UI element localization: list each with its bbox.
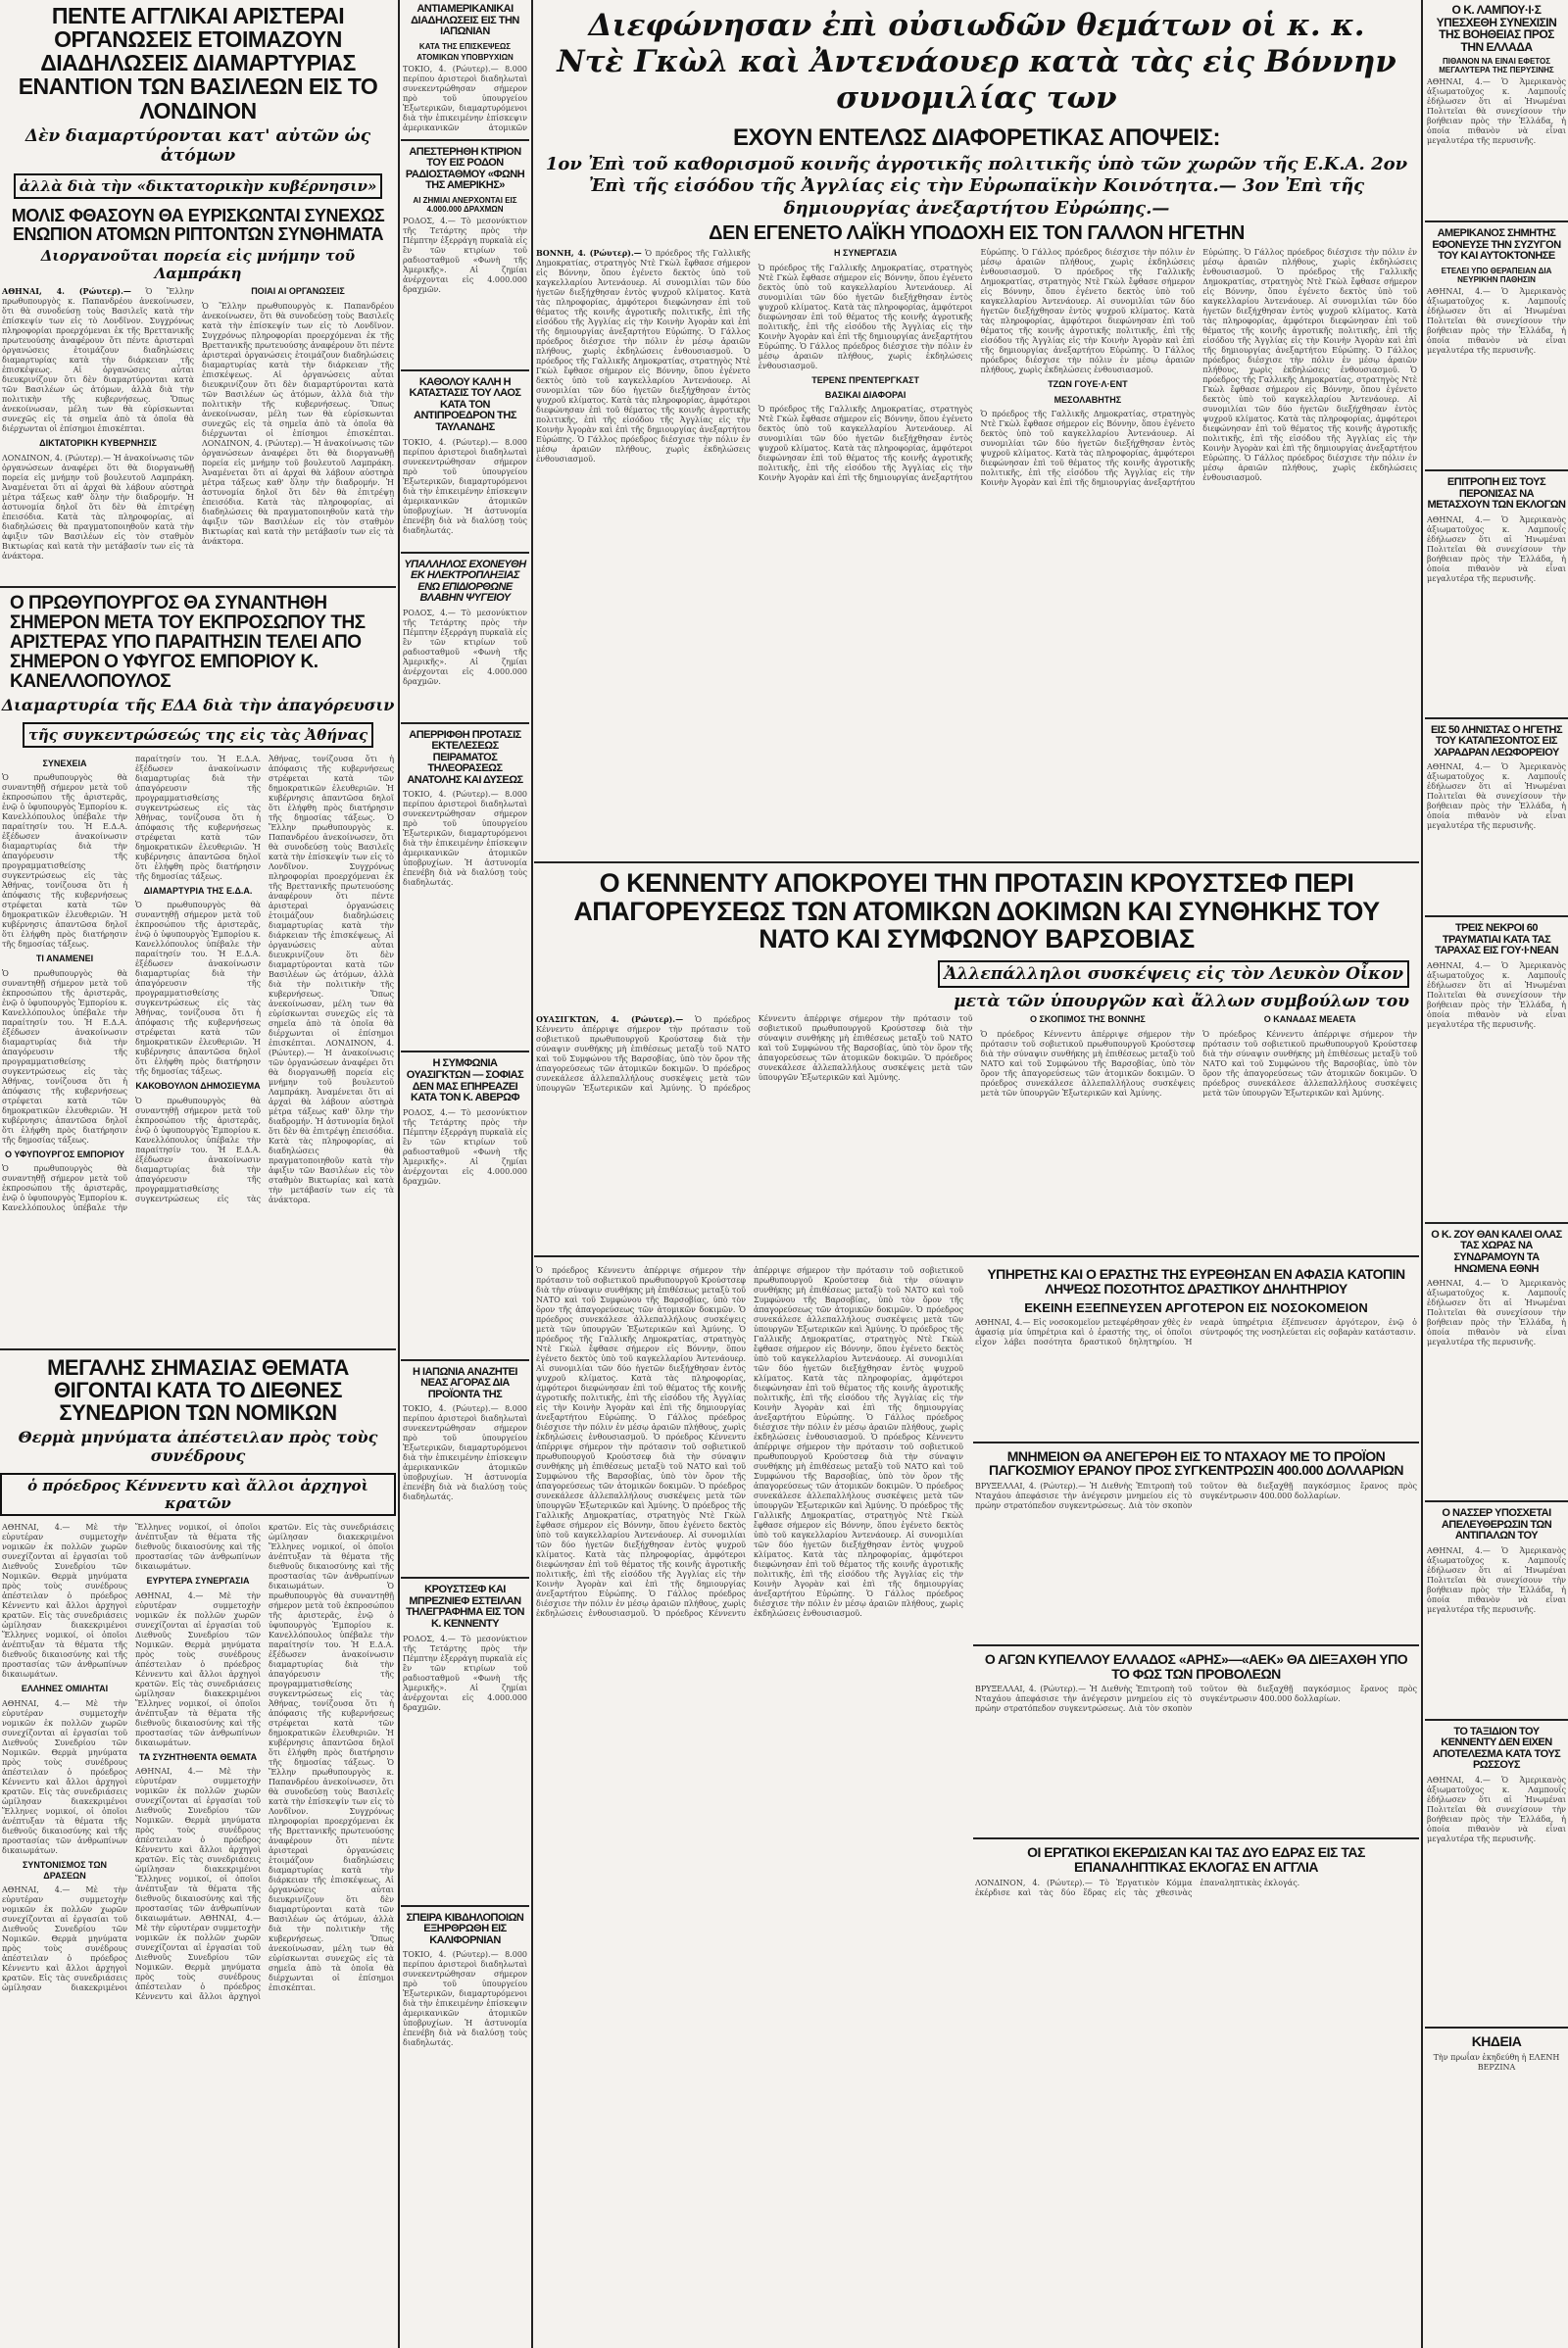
mid-left-headline: Ο ΠΡΩΘΥΠΟΥΡΓΟΣ ΘΑ ΣΥΝΑΝΤΗΘΗ ΣΗΜΕΡΟΝ ΜΕΤΑ ΤΟΥ ΕΚΠΡΟΣΩΠΟΥ ΤΗΣ ΑΡΙΣΤΕΡΑΣ ΥΠΟ ΠΑΡΑΙΤΗΣΙΝ ΤΕΛΕΙ ΑΠΟ ΣΗΜΕΡΟΝ Ο ΥΦΥΓΟΣ ΕΜΠΟΡΙΟΥ Κ. ΚΑΝΕΛΛΟΠΟΥΛΟΣ [10, 593, 366, 693]
bottom-left-article-body-2: ΑΘΗΝΑΙ, 4.— Μὲ τὴν εὐρυτέραν συμμετοχὴν νομικῶν ἐκ πολλῶν χωρῶν συνεχίζονται αἱ ἐργασίαι τοῦ Διεθνοῦς Συνεδρίου τῶν Νομικῶν. Θερμὰ μηνύματα πρὸς τοὺς συνέδρους ἀπέστειλαν ὁ πρόεδρος Κέννεντυ καὶ ἄλλοι ἀρχηγοὶ κρατῶν. Εἰς τὰς συνεδριάσεις ὡμίλησαν διακεκριμένοι Ἕλληνες νομικοί, οἱ ὁποῖοι ἀνέπτυξαν τὰ θέματα τῆς διεθνοῦς δικαιοσύνης καὶ τῆς προστασίας τῶν ἀνθρωπίνων δικαιωμάτων. [2, 1698, 127, 1855]
col3-article-9: ΤΟΚΙΟ, 4. (Ρώυτερ).— 8.000 περίπου ἀριστεροὶ διαδηλωταὶ συνεκεντρώθησαν σήμερον πρὸ τοῦ ὑπουργείου Ἐξωτερικῶν, διαμαρτυρόμενοι διὰ τὴν ἐπικειμένην ἐπίσκεψιν ἀμερικανικῶν ἀτομικῶν ὑποβρυχίων. Ἡ ἀστυνομία ἐπενέβη διὰ νὰ διαλύσῃ τοὺς διαδηλωτάς. [403, 1950, 527, 2048]
kennedy-article-body: Ὁ πρόεδρος Κέννεντυ ἀπέρριψε σήμερον τὴν πρότασιν τοῦ σοβιετικοῦ πρωθυπουργοῦ Κρούστσεφ διὰ τὴν σύναψιν συνθήκης μὴ ἐπιθέσεως μεταξὺ τοῦ ΝΑΤΟ καὶ τοῦ Συμφώνου τῆς Βαρσοβίας, ὑπὸ τὸν ὅρον τῆς ἀπαγορεύσεως τῶν ἀτομικῶν δοκιμῶν. Ὁ πρόεδρος συνεκάλεσε ἀλλεπαλλήλους συσκέψεις μετὰ τῶν ὑπουργῶν Ἐξωτερικῶν καὶ Ἀμύνης. [536, 1015, 751, 1094]
top-left-article-body-4: ΛΟΝΔΙΝΟΝ, 4. (Ρώυτερ).— Ἡ ἀνακοίνωσις τῶν ὀργανώσεων ἀναφέρει ὅτι θὰ διοργανωθῇ πορεία εἰς μνήμην τοῦ βουλευτοῦ Λαμπράκη. Ἀναμένεται ὅτι αἱ ἀρχαὶ θὰ λάβουν αὐστηρὰ μέτρα τάξεως καθ' ὅλην τὴν διαδρομήν. Ἡ ἀστυνομία δηλοῖ ὅτι δὲν θὰ ἐπιτρέψῃ ἐπεισόδια. Κατὰ τὰς πληροφορίας, αἱ διαδηλώσεις θὰ πραγματοποιηθοῦν κατὰ τὴν ἀφιξιν τῶν Βασιλέων εἰς τὸν σταθμὸν Βικτωρίας καὶ κατὰ τὴν μετάβασίν των εἰς τὰ ἀνάκτορα. [202, 438, 394, 546]
right-headline-7: Ο ΝΑΣΣΕΡ ΥΠΟΣΧΕΤΑΙ ΑΠΕΛΕΥΘΕΡΩΣΙΝ ΤΩΝ ΑΝΤΙΠΑΛΩΝ ΤΟΥ [1441, 1507, 1552, 1542]
column-rule [531, 0, 533, 2348]
divider [1425, 1222, 1568, 1224]
center-lower-body-5: Ὁ πρόεδρος Κέννεντυ ἀπέρριψε σήμερον τὴν πρότασιν τοῦ σοβιετικοῦ πρωθυπουργοῦ Κρούστσεφ διὰ τὴν σύναψιν συνθήκης μὴ ἐπιθέσεως μεταξὺ τοῦ ΝΑΤΟ καὶ τοῦ Συμφώνου τῆς Βαρσοβίας, ὑπὸ τὸν ὅρον τῆς ἀπαγορεύσεως τῶν ἀτομικῶν δοκιμῶν. Ὁ πρόεδρος συνεκάλεσε ἀλλεπαλλήλους συσκέψεις μετὰ τῶν ὑπουργῶν Ἐξωτερικῶν καὶ Ἀμύνης. [653, 1266, 963, 1619]
mid-left-article-body-7: ΛΟΝΔΙΝΟΝ, 4. (Ρώυτερ).— Ἡ ἀνακοίνωσις τῶν ὀργανώσεων ἀναφέρει ὅτι θὰ διοργανωθῇ πορεία εἰς μνήμην τοῦ βουλευτοῦ Λαμπράκη. Ἀναμένεται ὅτι αἱ ἀρχαὶ θὰ λάβουν αὐστηρὰ μέτρα τάξεως καθ' ὅλην τὴν διαδρομήν. Ἡ ἀστυνομία δηλοῖ ὅτι δὲν θὰ ἐπιτρέψῃ ἐπεισόδια. Κατὰ τὰς πληροφορίας, αἱ διαδηλώσεις θὰ πραγματοποιηθοῦν κατὰ τὴν ἀφιξιν τῶν Βασιλέων εἰς τὸν σταθμὸν Βικτωρίας καὶ κατὰ τὴν μετάβασίν των εἰς τὰ ἀνάκτορα. [269, 1039, 394, 1205]
center-article-body-7: Ὁ πρόεδρος τῆς Γαλλικῆς Δημοκρατίας, στρατηγὸς Ντὲ Γκὼλ ἔφθασε σήμερον εἰς Βόννην, ὅπου ἐγένετο δεκτὸς ὑπὸ τοῦ καγκελλαρίου Ἀντενάουερ. Αἱ συνομιλίαι τῶν δύο ἡγετῶν διεξήχθησαν ἐντὸς ψυχροῦ κλίματος. Κατὰ τὰς πληροφορίας, ἀμφότεροι διεφώνησαν ἐπὶ τοῦ θέματος τῆς κοινῆς ἀγροτικῆς πολιτικῆς, ἐπὶ τῆς εἰσόδου τῆς Ἀγγλίας εἰς τὴν Κοινὴν Ἀγορὰν καὶ ἐπὶ τῆς δημιουργίας ἀνεξαρτήτου Εὐρώπης. Ὁ Γάλλος πρόεδρος διέσχισε τὴν πόλιν ἐν μέσῳ ἀραιῶν πλήθους, χωρὶς ἐκδηλώσεις ἐνθουσιασμοῦ. [1202, 268, 1417, 375]
top-left-dateline: ΑΘΗΝΑΙ, 4. (Ρώυτερ).— [2, 286, 131, 297]
column-3 [401, 0, 529, 2348]
divider [401, 369, 529, 371]
bottom-left-subhead-d: ΤΑ ΣΥΖΗΤΗΘΕΝΤΑ ΘΕΜΑΤΑ [138, 1751, 258, 1762]
top-left-subhead-a: ΔΙΚΤΑΤΟΡΙΚΗ ΚΥΒΕΡΝΗΣΙΣ [39, 438, 157, 449]
col3-article: ΤΟΚΙΟ, 4. (Ρώυτερ).— 8.000 περίπου ἀριστεροὶ διαδηλωταὶ συνεκεντρώθησαν σήμερον πρὸ τοῦ ὑπουργείου Ἐξωτερικῶν, διαμαρτυρόμενοι διὰ τὴν ἐπικειμένην ἐπίσκεψιν ἀμερικανικῶν ἀτομικῶν [403, 64, 527, 132]
divider [1425, 1500, 1568, 1502]
roles-article-4: ΛΟΝΔΙΝΟΝ, 4. (Ρώυτερ).— Τὸ Ἐργατικὸν Κόμμα ἐκέρδισε καὶ τὰς δύο ἕδρας εἰς τὰς χθεσινὰς ἐπαναληπτικὰς ἐκλογάς. [975, 1878, 1300, 1897]
center-article-body-3: Ὁ πρόεδρος τῆς Γαλλικῆς Δημοκρατίας, στρατηγὸς Ντὲ Γκὼλ ἔφθασε σήμερον εἰς Βόννην, ὅπου ἐγένετο δεκτὸς ὑπὸ τοῦ καγκελλαρίου Ἀντενάουερ. Αἱ συνομιλίαι τῶν δύο ἡγετῶν διεξήχθησαν ἐντὸς ψυχροῦ κλίματος. Κατὰ τὰς πληροφορίας, ἀμφότεροι διεφώνησαν ἐπὶ τοῦ θέματος τῆς κοινῆς ἀγροτικῆς πολιτικῆς, ἐπὶ τῆς εἰσόδου τῆς Ἀγγλίας εἰς τὴν Κοινὴν Ἀγορὰν καὶ ἐπὶ τῆς δημιουργίας ἀνεξαρτήτου Εὐρώπης. Ὁ Γάλλος πρόεδρος διέσχισε τὴν πόλιν ἐν μέσῳ ἀραιῶν πλήθους, χωρὶς ἐκδηλώσεις ἐνθουσιασμοῦ. [758, 263, 973, 370]
right-column [1425, 0, 1568, 2348]
col3-article-2: ΡΟΔΟΣ, 4.— Τὸ μεσονύκτιον τῆς Τετάρτης πρὸς τὴν Πέμπτην ἐξερράγη πυρκαϊὰ εἰς ἓν τῶν κτιρίων τοῦ ραδιοσταθμοῦ «Φωνὴ τῆς Ἀμερικῆς». Αἱ ζημίαι ἀνέρχονται εἰς 4.000.000 δραχμῶν. [403, 216, 527, 294]
roles-article-2: ΒΡΥΞΕΛΛΑΙ, 4. (Ρώυτερ).— Ἡ Διεθνὴς Ἐπιτροπὴ τοῦ Νταχάου ἀπεφάσισε τὴν ἀνέγερσιν μνημείου εἰς τὸ πρώην στρατόπεδον συγκεντρώσεως. Διὰ τὸν σκοπὸν τοῦτον θὰ διεξαχθῇ παγκόσμιος ἔρανος πρὸς συγκέντρωσιν 400.000 δολλαρίων. [975, 1482, 1417, 1511]
divider [973, 1442, 1419, 1443]
mid-left-subheadline-2: τῆς συγκεντρώσεώς της εἰς τὰς Ἀθήνας [23, 722, 373, 748]
top-left-article-body-3: Ὁ Ἕλλην πρωθυπουργὸς κ. Παπανδρέου ἀνεκοίνωσεν, ὅτι θὰ συνοδεύσῃ τοὺς Βασιλεῖς κατὰ τὴν ἐπίσκεψίν των εἰς τὸ Λονδῖνον. Συγχρόνως πληροφορίαι προερχόμεναι ἐκ τῆς Βρεττανικῆς πρωτευούσης ἀναφέρουν ὅτι πέντε ἀριστεραὶ ὀργανώσεις ἑτοιμάζουν διαδηλώσεις διαμαρτυρίας κατὰ τὴν διάρκειαν τῆς ἐπισκέψεως. Αἱ ὀργανώσεις αὗται διευκρινίζουν ὅτι δὲν διαμαρτύρονται κατὰ τῶν Βασιλέων ὡς ἀτόμων, ἀλλὰ διὰ τὴν πολιτικὴν τῆς κυβερνήσεως. Ὅπως ἀνεκοίνωσαν, μέλη των θὰ εὑρίσκωνται συνεχῶς εἰς τὰ σημεῖα ἀπὸ τὰ ὁποῖα θὰ διέρχωνται οἱ ἐπίσημοι ἐπισκέπται. [202, 301, 394, 438]
top-left-article [2, 286, 394, 580]
center-subhead-b: ΒΑΣΙΚΑΙ ΔΙΑΦΟΡΑΙ [824, 389, 906, 400]
mid-left-article-body-6: Ὁ Ἕλλην πρωθυπουργὸς κ. Παπανδρέου ἀνεκοίνωσεν, ὅτι θὰ συνοδεύσῃ τοὺς Βασιλεῖς κατὰ τὴν ἐπίσκεψίν των εἰς τὸ Λονδῖνον. Συγχρόνως πληροφορίαι προερχόμεναι ἐκ τῆς Βρεττανικῆς πρωτευούσης ἀναφέρουν ὅτι πέντε ἀριστεραὶ ὀργανώσεις ἑτοιμάζουν διαδηλώσεις διαμαρτυρίας κατὰ τὴν διάρκειαν τῆς ἐπισκέψεως. Αἱ ὀργανώσεις αὗται διευκρινίζουν ὅτι δὲν διαμαρτύρονται κατὰ τῶν Βασιλέων ὡς ἀτόμων, ἀλλὰ διὰ τὴν πολιτικὴν τῆς κυβερνήσεως. Ὅπως ἀνεκοίνωσαν, μέλη των θὰ εὑρίσκωνται συνεχῶς εἰς τὰ σημεῖα ἀπὸ τὰ ὁποῖα θὰ διέρχωνται οἱ ἐπίσημοι ἐπισκέπται. [269, 813, 394, 1049]
center-subhead-c: ΜΕΣΟΛΑΒΗΤΗΣ [1054, 394, 1122, 405]
right-headline-2: ΑΜΕΡΙΚΑΝΟΣ ΣΗΜΗΤΗΣ ΕΦΟΝΕΥΣΕ ΤΗΝ ΣΥΖΥΓΟΝ ΤΟΥ ΚΑΙ ΑΥΤΟΚΤΟΝΗΣΕ [1432, 227, 1561, 263]
top-left-subheadline-3: Διοργανοῦται πορεία εἰς μνήμην τοῦ Λαμπράκη [40, 247, 356, 283]
center-lower-body-2: Ὁ πρόεδρος τῆς Γαλλικῆς Δημοκρατίας, στρατηγὸς Ντὲ Γκὼλ ἔφθασε σήμερον εἰς Βόννην, ὅπου ἐγένετο δεκτὸς ὑπὸ τοῦ καγκελλαρίου Ἀντενάουερ. Αἱ συνομιλίαι τῶν δύο ἡγετῶν διεξήχθησαν ἐντὸς ψυχροῦ κλίματος. Κατὰ τὰς πληροφορίας, ἀμφότεροι διεφώνησαν ἐπὶ τοῦ θέματος τῆς κοινῆς ἀγροτικῆς πολιτικῆς, ἐπὶ τῆς εἰσόδου τῆς Ἀγγλίας εἰς τὴν Κοινὴν Ἀγορὰν καὶ ἐπὶ τῆς δημιουργίας ἀνεξαρτήτου Εὐρώπης. Ὁ Γάλλος πρόεδρος διέσχισε τὴν πόλιν ἐν μέσῳ ἀραιῶν πλήθους, χωρὶς ἐκδηλώσεις ἐνθουσιασμοῦ. [536, 1325, 746, 1443]
divider [0, 586, 396, 588]
bottom-left-subheadline-1: Θερμὰ μηνύματα ἀπέστειλαν πρὸς τοὺς συνέδρους [18, 1428, 378, 1466]
right-headline-9: ΚΗΔΕΙΑ [1471, 2032, 1522, 2049]
col3-article-6: ΡΟΔΟΣ, 4.— Τὸ μεσονύκτιον τῆς Τετάρτης πρὸς τὴν Πέμπτην ἐξερράγη πυρκαϊὰ εἰς ἓν τῶν κτιρίων τοῦ ραδιοσταθμοῦ «Φωνὴ τῆς Ἀμερικῆς». Αἱ ζημίαι ἀνέρχονται εἰς 4.000.000 δραχμῶν. [403, 1107, 527, 1186]
col3-headline-7: Η ΙΑΠΩΝΙΑ ΑΝΑΖΗΤΕΙ ΝΕΑΣ ΑΓΟΡΑΣ ΔΙΑ ΠΡΟΪΟΝΤΑ ΤΗΣ [413, 1365, 517, 1400]
divider [1425, 915, 1568, 917]
bottom-left-article [2, 1523, 394, 2209]
center-lower-article [536, 1266, 963, 2119]
right-article: ΑΘΗΝΑΙ, 4.— Ὁ Ἀμερικανὸς ἀξιωματοῦχος κ. Λαμπουΐς ἐδήλωσεν ὅτι αἱ Ἡνωμέναι Πολιτεῖαι θὰ συνεχίσουν τὴν βοήθειαν πρὸς τὴν Ἑλλάδα, ἡ ὁποία πιθανὸν νὰ εἶναι μεγαλυτέρα τῆς περυσινῆς. [1427, 77, 1566, 146]
right-article-9: Τὴν πρωΐαν ἐκηδεύθη ἡ ΕΛΕΝΗ ΒΕΡΖΙΝΑ [1433, 2052, 1560, 2072]
right-article-3: ΑΘΗΝΑΙ, 4.— Ὁ Ἀμερικανὸς ἀξιωματοῦχος κ. Λαμπουΐς ἐδήλωσεν ὅτι αἱ Ἡνωμέναι Πολιτεῖαι θὰ συνεχίσουν τὴν βοήθειαν πρὸς τὴν Ἑλλάδα, ἡ ὁποία πιθανὸν νὰ εἶναι μεγαλυτέρα τῆς περυσινῆς. [1427, 514, 1566, 583]
right-headline: Ο Κ. ΛΑΜΠΟΥ·Ι·Σ ΥΠΕΣΧΕΘΗ ΣΥΝΕΧΙΣΙΝ ΤΗΣ ΒΟΗΘΕΙΑΣ ΠΡΟΣ ΤΗΝ ΕΛΛΑΔΑ [1436, 3, 1557, 54]
bottom-left-article-body-4: ΑΘΗΝΑΙ, 4.— Μὲ τὴν εὐρυτέραν συμμετοχὴν νομικῶν ἐκ πολλῶν χωρῶν συνεχίζονται αἱ ἐργασίαι τοῦ Διεθνοῦς Συνεδρίου τῶν Νομικῶν. Θερμὰ μηνύματα πρὸς τοὺς συνέδρους ἀπέστειλαν ὁ πρόεδρος Κέννεντυ καὶ ἄλλοι ἀρχηγοὶ κρατῶν. Εἰς τὰς συνεδριάσεις ὡμίλησαν διακεκριμένοι Ἕλληνες νομικοί, οἱ ὁποῖοι ἀνέπτυξαν τὰ θέματα τῆς διεθνοῦς δικαιοσύνης καὶ τῆς προστασίας τῶν ἀνθρωπίνων δικαιωμάτων. [135, 1590, 261, 1747]
center-headline-3: ΔΕΝ ΕΓΕΝΕΤΟ ΛΑΪΚΗ ΥΠΟΔΟΧΗ ΕΙΣ ΤΟΝ ΓΑΛΛΟΝ ΗΓΕΤΗΝ [709, 222, 1245, 245]
col3-headline-8: ΚΡΟΥΣΤΣΕΦ ΚΑΙ ΜΠΡΕΖΝΙΕΦ ΕΣΤΕΙΛΑΝ ΤΗΛΕΓΡΑΦΗΜΑ ΕΙΣ ΤΟΝ Κ. ΚΕΝΝΕΝΤΥ [406, 1584, 524, 1630]
roles-headline: ΥΠΗΡΕΤΗΣ ΚΑΙ Ο ΕΡΑΣΤΗΣ ΤΗΣ ΕΥΡΕΘΗΣΑΝ ΕΝ ΑΦΑΣΙΑ ΚΑΤΟΠΙΝ ΛΗΨΕΩΣ ΠΟΣΟΤΗΤΟΣ ΔΡΑΣΤΙΚΟΥ ΔΗΛΗΤΗΡΙΟΥ [987, 1266, 1405, 1296]
bottom-left-headline: ΜΕΓΑΛΗΣ ΣΗΜΑΣΙΑΣ ΘΕΜΑΤΑ ΘΙΓΟΝΤΑΙ ΚΑΤΑ ΤΟ ΔΙΕΘΝΕΣ ΣΥΝΕΔΡΙΟΝ ΤΩΝ ΝΟΜΙΚΩΝ [47, 1355, 349, 1426]
right-headline-6: Ο Κ. ΖΟΥ ΘΑΝ ΚΑΛΕΙ ΟΛΑΣ ΤΑΣ ΧΩΡΑΣ ΝΑ ΣΥΝΔΡΑΜΟΥΝ ΤΑ ΗΝΩΜΕΝΑ ΕΘΝΗ [1431, 1228, 1562, 1275]
bottom-left-subhead-c: ΕΥΡΥΤΕΡΑ ΣΥΝΕΡΓΑΣΙΑ [146, 1576, 250, 1587]
center-lower-body-4: Ὁ πρόεδρος τῆς Γαλλικῆς Δημοκρατίας, στρατηγὸς Ντὲ Γκὼλ ἔφθασε σήμερον εἰς Βόννην, ὅπου ἐγένετο δεκτὸς ὑπὸ τοῦ καγκελλαρίου Ἀντενάουερ. Αἱ συνομιλίαι τῶν δύο ἡγετῶν διεξήχθησαν ἐντὸς ψυχροῦ κλίματος. Κατὰ τὰς πληροφορίας, ἀμφότεροι διεφώνησαν ἐπὶ τοῦ θέματος τῆς κοινῆς ἀγροτικῆς πολιτικῆς, ἐπὶ τῆς εἰσόδου τῆς Ἀγγλίας εἰς τὴν Κοινὴν Ἀγορὰν καὶ ἐπὶ τῆς δημιουργίας ἀνεξαρτήτου Εὐρώπης. Ὁ Γάλλος πρόεδρος διέσχισε τὴν πόλιν ἐν μέσῳ ἀραιῶν πλήθους, χωρὶς ἐκδηλώσεις ἐνθουσιασμοῦ. [536, 1501, 747, 1619]
col3-headline-4: ΥΠΑΛΛΗΛΟΣ ΕΧΟΝΕΥΘΗ ΕΚ ΗΛΕΚΤΡΟΠΛΗΞΙΑΣ ΕΝΩ ΕΠΙΔΙΟΡΘΩΝΕ ΒΛΑΒΗΝ ΨΥΓΕΙΟΥ [404, 558, 526, 605]
divider [0, 1348, 396, 1350]
roles-headline-4: ΟΙ ΕΡΓΑΤΙΚΟΙ ΕΚΕΡΔΙΣΑΝ ΚΑΙ ΤΑΣ ΔΥΟ ΕΔΡΑΣ ΕΙΣ ΤΑΣ ΕΠΑΝΑΛΗΠΤΙΚΑΣ ΕΚΛΟΓΑΣ ΕΝ ΑΓΓΛΙΑ [1027, 1844, 1365, 1876]
mid-left-subhead-c: ΔΙΑΜΑΡΤΥΡΙΑ ΤΗΣ Ε.Δ.Α. [143, 886, 253, 897]
kennedy-article-body-4: Ὁ πρόεδρος Κέννεντυ ἀπέρριψε σήμερον τὴν πρότασιν τοῦ σοβιετικοῦ πρωθυπουργοῦ Κρούστσεφ διὰ τὴν σύναψιν συνθήκης μὴ ἐπιθέσεως μεταξὺ τοῦ ΝΑΤΟ καὶ τοῦ Συμφώνου τῆς Βαρσοβίας, ὑπὸ τὸν ὅρον τῆς ἀπαγορεύσεως τῶν ἀτομικῶν δοκιμῶν. Ὁ πρόεδρος συνεκάλεσε ἀλλεπαλλήλους συσκέψεις μετὰ τῶν ὑπουργῶν Ἐξωτερικῶν καὶ Ἀμύνης. [1202, 1029, 1417, 1098]
right-article-2: ΑΘΗΝΑΙ, 4.— Ὁ Ἀμερικανὸς ἀξιωματοῦχος κ. Λαμπουΐς ἐδήλωσεν ὅτι αἱ Ἡνωμέναι Πολιτεῖαι θὰ συνεχίσουν τὴν βοήθειαν πρὸς τὴν Ἑλλάδα, ἡ ὁποία πιθανὸν νὰ εἶναι μεγαλυτέρα τῆς περυσινῆς. [1427, 287, 1566, 356]
bottom-left-article-body-6: ΑΘΗΝΑΙ, 4.— Μὲ τὴν εὐρυτέραν συμμετοχὴν νομικῶν ἐκ πολλῶν χωρῶν συνεχίζονται αἱ ἐργασίαι τοῦ Διεθνοῦς Συνεδρίου τῶν Νομικῶν. Θερμὰ μηνύματα πρὸς τοὺς συνέδρους ἀπέστειλαν ὁ πρόεδρος Κέννεντυ καὶ ἄλλοι ἀρχηγοὶ κρατῶν. Εἰς τὰς συνεδριάσεις ὡμίλησαν διακεκριμένοι Ἕλληνες νομικοί, οἱ ὁποῖοι ἀνέπτυξαν τὰ θέματα τῆς διεθνοῦς δικαιοσύνης καὶ τῆς προστασίας τῶν ἀνθρωπίνων δικαιωμάτων. [135, 1523, 394, 2001]
column-rule [1421, 0, 1423, 2348]
divider [534, 861, 1419, 863]
column-rule [398, 0, 400, 2348]
mid-left-kicker: ΣΥΝΕΧΕΙΑ [42, 758, 87, 769]
col3-article-7: ΤΟΚΙΟ, 4. (Ρώυτερ).— 8.000 περίπου ἀριστεροὶ διαδηλωταὶ συνεκεντρώθησαν σήμερον πρὸ τοῦ ὑπουργείου Ἐξωτερικῶν, διαμαρτυρόμενοι διὰ τὴν ἐπικειμένην ἐπίσκεψιν ἀμερικανικῶν ἀτομικῶν ὑποβρυχίων. Ἡ ἀστυνομία ἐπενέβη διὰ νὰ διαλύσῃ τοὺς διαδηλωτάς. [403, 1404, 527, 1502]
col3-headline-9: ΣΠΕΙΡΑ ΚΙΒΔΗΛΟΠΟΙΩΝ ΕΞΗΡΘΡΩΘΗ ΕΙΣ ΚΑΛΙΦΟΡΝΙΑΝ [406, 1911, 524, 1946]
top-left-article-body-2: ΛΟΝΔΙΝΟΝ, 4. (Ρώυτερ).— Ἡ ἀνακοίνωσις τῶν ὀργανώσεων ἀναφέρει ὅτι θὰ διοργανωθῇ πορεία εἰς μνήμην τοῦ βουλευτοῦ Λαμπράκη. Ἀναμένεται ὅτι αἱ ἀρχαὶ θὰ λάβουν αὐστηρὰ μέτρα τάξεως καθ' ὅλην τὴν διαδρομήν. Ἡ ἀστυνομία δηλοῖ ὅτι δὲν θὰ ἐπιτρέψῃ ἐπεισόδια. Κατὰ τὰς πληροφορίας, αἱ διαδηλώσεις θὰ πραγματοποιηθοῦν κατὰ τὴν ἀφιξιν τῶν Βασιλέων εἰς τὸν σταθμὸν Βικτωρίας καὶ κατὰ τὴν μετάβασίν των εἰς τὰ ἀνάκτορα. [2, 453, 194, 561]
col3-headline-6: Η ΣΥΜΦΩΝΙΑ ΟΥΑΣΙΓΚΤΩΝ — ΣΟΦΙΑΣ ΔΕΝ ΜΑΣ ΕΠΗΡΕΑΖΕΙ ΚΑΤΑ ΤΟΝ Κ. ΑΒΕΡΩΦ [406, 1057, 524, 1104]
mid-left-subhead-b: Ο ΥΦΥΠΟΥΡΓΟΣ ΕΜΠΟΡΙΟΥ [5, 1149, 124, 1159]
divider [1425, 2027, 1568, 2029]
bottom-left-article-body: ΑΘΗΝΑΙ, 4.— Μὲ τὴν εὐρυτέραν συμμετοχὴν νομικῶν ἐκ πολλῶν χωρῶν συνεχίζονται αἱ ἐργασίαι τοῦ Διεθνοῦς Συνεδρίου τῶν Νομικῶν. Θερμὰ μηνύματα πρὸς τοὺς συνέδρους ἀπέστειλαν ὁ πρόεδρος Κέννεντυ καὶ ἄλλοι ἀρχηγοὶ κρατῶν. Εἰς τὰς συνεδριάσεις ὡμίλησαν διακεκριμένοι Ἕλληνες νομικοί, οἱ ὁποῖοι ἀνέπτυξαν τὰ θέματα τῆς διεθνοῦς δικαιοσύνης καὶ τῆς προστασίας τῶν ἀνθρωπίνων δικαιωμάτων. [2, 1523, 127, 1680]
center-lower-body-8: Ὁ πρόεδρος τῆς Γαλλικῆς Δημοκρατίας, στρατηγὸς Ντὲ Γκὼλ ἔφθασε σήμερον εἰς Βόννην, ὅπου ἐγένετο δεκτὸς ὑπὸ τοῦ καγκελλαρίου Ἀντενάουερ. Αἱ συνομιλίαι τῶν δύο ἡγετῶν διεξήχθησαν ἐντὸς ψυχροῦ κλίματος. Κατὰ τὰς πληροφορίας, ἀμφότεροι διεφώνησαν ἐπὶ τοῦ θέματος τῆς κοινῆς ἀγροτικῆς πολιτικῆς, ἐπὶ τῆς εἰσόδου τῆς Ἀγγλίας εἰς τὴν Κοινὴν Ἀγορὰν καὶ ἐπὶ τῆς δημιουργίας ἀνεξαρτήτου Εὐρώπης. Ὁ Γάλλος πρόεδρος διέσχισε τὴν πόλιν ἐν μέσῳ ἀραιῶν πλήθους, χωρὶς ἐκδηλώσεις ἐνθουσιασμοῦ. [754, 1501, 964, 1619]
center-article-body: Ὁ πρόεδρος τῆς Γαλλικῆς Δημοκρατίας, στρατηγὸς Ντὲ Γκὼλ ἔφθασε σήμερον εἰς Βόννην, ὅπου ἐγένετο δεκτὸς ὑπὸ τοῦ καγκελλαρίου Ἀντενάουερ. Αἱ συνομιλίαι τῶν δύο ἡγετῶν διεξήχθησαν ἐντὸς ψυχροῦ κλίματος. Κατὰ τὰς πληροφορίας, ἀμφότεροι διεφώνησαν ἐπὶ τοῦ θέματος τῆς κοινῆς ἀγροτικῆς πολιτικῆς, ἐπὶ τῆς εἰσόδου τῆς Ἀγγλίας εἰς τὴν Κοινὴν Ἀγορὰν καὶ ἐπὶ τῆς δημιουργίας ἀνεξαρτήτου Εὐρώπης. Ὁ Γάλλος πρόεδρος διέσχισε τὴν πόλιν ἐν μέσῳ ἀραιῶν πλήθους, χωρὶς ἐκδηλώσεις ἐνθουσιασμοῦ. [536, 249, 751, 357]
center-byline-2: ΤΖΩΝ ΓΟΥΕ·Λ·ΕΝΤ [1048, 379, 1128, 390]
bottom-left-article-body-8: Ὁ Ἕλλην πρωθυπουργὸς κ. Παπανδρέου ἀνεκοίνωσεν, ὅτι θὰ συνοδεύσῃ τοὺς Βασιλεῖς κατὰ τὴν ἐπίσκεψίν των εἰς τὸ Λονδῖνον. Συγχρόνως πληροφορίαι προερχόμεναι ἐκ τῆς Βρεττανικῆς πρωτευούσης ἀναφέρουν ὅτι πέντε ἀριστεραὶ ὀργανώσεις ἑτοιμάζουν διαδηλώσεις διαμαρτυρίας κατὰ τὴν διάρκειαν τῆς ἐπισκέψεως. Αἱ ὀργανώσεις αὗται διευκρινίζουν ὅτι δὲν διαμαρτύρονται κατὰ τῶν Βασιλέων ὡς ἀτόμων, ἀλλὰ διὰ τὴν πολιτικὴν τῆς κυβερνήσεως. Ὅπως ἀνεκοίνωσαν, μέλη των θὰ εὑρίσκωνται συνεχῶς εἰς τὰ σημεῖα ἀπὸ τὰ ὁποῖα θὰ διέρχωνται οἱ ἐπίσημοι ἐπισκέπται. [269, 1758, 394, 1993]
kennedy-subhead-a: Ο ΣΚΟΠΙΜΟΣ ΤΗΣ ΒΟΝΝΗΣ [1030, 1014, 1146, 1025]
kennedy-subhead-b: Ο ΚΑΝΑΔΑΣ ΜΕΑΕΤΑ [1263, 1014, 1356, 1025]
center-lower-body-6: Ὁ πρόεδρος τῆς Γαλλικῆς Δημοκρατίας, στρατηγὸς Ντὲ Γκὼλ ἔφθασε σήμερον εἰς Βόννην, ὅπου ἐγένετο δεκτὸς ὑπὸ τοῦ καγκελλαρίου Ἀντενάουερ. Αἱ συνομιλίαι τῶν δύο ἡγετῶν διεξήχθησαν ἐντὸς ψυχροῦ κλίματος. Κατὰ τὰς πληροφορίας, ἀμφότεροι διεφώνησαν ἐπὶ τοῦ θέματος τῆς κοινῆς ἀγροτικῆς πολιτικῆς, ἐπὶ τῆς εἰσόδου τῆς Ἀγγλίας εἰς τὴν Κοινὴν Ἀγορὰν καὶ ἐπὶ τῆς δημιουργίας ἀνεξαρτήτου Εὐρώπης. Ὁ Γάλλος πρόεδρος διέσχισε τὴν πόλιν ἐν μέσῳ ἀραιῶν πλήθους, χωρὶς ἐκδηλώσεις ἐνθουσιασμοῦ. [754, 1325, 964, 1443]
center-lower-body-7: Ὁ πρόεδρος Κέννεντυ ἀπέρριψε σήμερον τὴν πρότασιν τοῦ σοβιετικοῦ πρωθυπουργοῦ Κρούστσεφ διὰ τὴν σύναψιν συνθήκης μὴ ἐπιθέσεως μεταξὺ τοῦ ΝΑΤΟ καὶ τοῦ Συμφώνου τῆς Βαρσοβίας, ὑπὸ τὸν ὅρον τῆς ἀπαγορεύσεως τῶν ἀτομικῶν δοκιμῶν. Ὁ πρόεδρος συνεκάλεσε ἀλλεπαλλήλους συσκέψεις μετὰ τῶν ὑπουργῶν Ἐξωτερικῶν καὶ Ἀμύνης. [754, 1433, 963, 1511]
divider [401, 1577, 529, 1579]
col3-headline-5: ΑΠΕΡΡΙΦΘΗ ΠΡΟΤΑΣΙΣ ΕΚΤΕΛΕΣΕΩΣ ΠΕΙΡΑΜΑΤΟΣ ΤΗΛΕΟΡΑΣΕΩΣ ΑΝΑΤΟΛΗΣ ΚΑΙ ΔΥΣΕΩΣ [407, 728, 523, 786]
center-lower-body-3: Ὁ πρόεδρος Κέννεντυ ἀπέρριψε σήμερον τὴν πρότασιν τοῦ σοβιετικοῦ πρωθυπουργοῦ Κρούστσεφ διὰ τὴν σύναψιν συνθήκης μὴ ἐπιθέσεως μεταξὺ τοῦ ΝΑΤΟ καὶ τοῦ Συμφώνου τῆς Βαρσοβίας, ὑπὸ τὸν ὅρον τῆς ἀπαγορεύσεως τῶν ἀτομικῶν δοκιμῶν. Ὁ πρόεδρος συνεκάλεσε ἀλλεπαλλήλους συσκέψεις μετὰ τῶν ὑπουργῶν Ἐξωτερικῶν καὶ Ἀμύνης. [536, 1433, 746, 1511]
col3-kicker-2: ΑΤΟΜΙΚΩΝ ΥΠΟΒΡΥΧΙΩΝ [416, 52, 514, 62]
right-headline-5: ΤΡΕΙΣ ΝΕΚΡΟΙ 60 ΤΡΑΥΜΑΤΙΑΙ ΚΑΤΑ ΤΑΣ ΤΑΡΑΧΑΣ ΕΙΣ ΓΟΥ·Ι·ΝΕΑΝ [1434, 922, 1559, 957]
col3-kicker: ΚΑΤΑ ΤΗΣ ΕΠΙΣΚΕΨΕΩΣ [418, 41, 512, 51]
top-left-subheadline-2: ἀλλὰ διὰ τὴν «δικτατορικὴν κυβέρνησιν» [14, 173, 383, 199]
center-lower-left [534, 1263, 965, 2122]
roles-headline-3: Ο ΑΓΩΝ ΚΥΠΕΛΛΟΥ ΕΛΛΑΔΟΣ «ΑΡΗΣ»—«ΑΕΚ» ΘΑ ΔΙΕΞΑΧΘΗ ΥΠΟ ΤΟ ΦΩΣ ΤΩΝ ΠΡΟΒΟΛΕΩΝ [984, 1651, 1408, 1682]
mid-left-subheadline-1: Διαμαρτυρία τῆς ΕΔΑ διὰ τὴν ἀπαγόρευσιν [1, 696, 395, 715]
right-article-6: ΑΘΗΝΑΙ, 4.— Ὁ Ἀμερικανὸς ἀξιωματοῦχος κ. Λαμπουΐς ἐδήλωσεν ὅτι αἱ Ἡνωμέναι Πολιτεῖαι θὰ συνεχίσουν τὴν βοήθειαν πρὸς τὴν Ἑλλάδα, ἡ ὁποία πιθανὸν νὰ εἶναι μεγαλυτέρα τῆς περυσινῆς. [1427, 1279, 1566, 1347]
left-section [0, 0, 396, 2348]
mid-left-article-body-2: Ὁ πρωθυπουργὸς θὰ συναντηθῇ σήμερον μετὰ τοῦ ἐκπροσώπου τῆς ἀριστερᾶς, ἐνῷ ὁ ὑφυπουργὸς Ἐμπορίου κ. Κανελλόπουλος ὑπέβαλε τὴν παραίτησίν του. Ἡ Ε.Δ.Α. ἐξέδωσεν ἀνακοίνωσιν διαμαρτυρίας διὰ τὴν ἀπαγόρευσιν τῆς προγραμματισθείσης συγκεντρώσεως εἰς τὰς Ἀθήνας, τονίζουσα ὅτι ἡ ἀπόφασις τῆς κυβερνήσεως στρέφεται κατὰ τῶν δημοκρατικῶν ἐλευθεριῶν. Ἡ κυβέρνησις ἀπαντῶσα δηλοῖ ὅτι ἐλήφθη πρὸς διατήρησιν τῆς δημοσίας τάξεως. [2, 968, 127, 1145]
kennedy-dateline: ΟΥΑΣΙΓΚΤΩΝ, 4. (Ρώυτερ).— [536, 1014, 684, 1025]
divider [401, 1359, 529, 1361]
right-article-7: ΑΘΗΝΑΙ, 4.— Ὁ Ἀμερικανὸς ἀξιωματοῦχος κ. Λαμπουΐς ἐδήλωσεν ὅτι αἱ Ἡνωμέναι Πολιτεῖαι θὰ συνεχίσουν τὴν βοήθειαν πρὸς τὴν Ἑλλάδα, ἡ ὁποία πιθανὸν νὰ εἶναι μεγαλυτέρα τῆς περυσινῆς. [1427, 1545, 1566, 1614]
divider [534, 1255, 1419, 1257]
roles-kicker: ΕΚΕΙΝΗ ΕΞΕΠΝΕΥΣΕΝ ΑΡΓΟΤΕΡΟΝ ΕΙΣ ΝΟΣΟΚΟΜΕΙΟΝ [1024, 1299, 1368, 1315]
kennedy-article-body-3: Ὁ πρόεδρος Κέννεντυ ἀπέρριψε σήμερον τὴν πρότασιν τοῦ σοβιετικοῦ πρωθυπουργοῦ Κρούστσεφ διὰ τὴν σύναψιν συνθήκης μὴ ἐπιθέσεως μεταξὺ τοῦ ΝΑΤΟ καὶ τοῦ Συμφώνου τῆς Βαρσοβίας, ὑπὸ τὸν ὅρον τῆς ἀπαγορεύσεως τῶν ἀτομικῶν δοκιμῶν. Ὁ πρόεδρος συνεκάλεσε ἀλλεπαλλήλους συσκέψεις μετὰ τῶν ὑπουργῶν Ἐξωτερικῶν καὶ Ἀμύνης. [980, 1029, 1196, 1098]
divider [1425, 717, 1568, 719]
mid-left-subhead-d: ΚΑΚΟΒΟΥΛΟΝ ΔΗΜΟΣΙΕΥΜΑ [135, 1081, 261, 1092]
bottom-left-article-body-7: Ὁ πρωθυπουργὸς θὰ συναντηθῇ σήμερον μετὰ τοῦ ἐκπροσώπου τῆς ἀριστερᾶς, ἐνῷ ὁ ὑφυπουργὸς Ἐμπορίου κ. Κανελλόπουλος ὑπέβαλε τὴν παραίτησίν του. Ἡ Ε.Δ.Α. ἐξέδωσεν ἀνακοίνωσιν διαμαρτυρίας διὰ τὴν ἀπαγόρευσιν τῆς προγραμματισθείσης συγκεντρώσεως εἰς τὰς Ἀθήνας, τονίζουσα ὅτι ἡ ἀπόφασις τῆς κυβερνήσεως στρέφεται κατὰ τῶν δημοκρατικῶν ἐλευθεριῶν. Ἡ κυβέρνησις ἀπαντῶσα δηλοῖ ὅτι ἐλήφθη πρὸς διατήρησιν τῆς δημοσίας τάξεως. [269, 1582, 394, 1768]
right-kicker-2: ΕΤΕΛΕΙ ΥΠΟ ΘΕΡΑΠΕΙΑΝ ΔΙΑ ΝΕΥΡΙΚΗΝ ΠΑΘΗΣΙΝ [1441, 267, 1552, 285]
bottom-left-subheadline-2: ὁ πρόεδρος Κέννεντυ καὶ ἄλλοι ἀρχηγοὶ κρατῶν [0, 1473, 396, 1516]
mid-left-article [2, 755, 394, 1343]
mid-left-subhead-a: ΤΙ ΑΝΑΜΕΝΕΙ [35, 954, 94, 964]
col3-headline-3: ΚΑΘΟΛΟΥ ΚΑΛΗ Η ΚΑΤΑΣΤΑΣΙΣ ΤΟΥ ΛΑΟΣ ΚΑΤΑ ΤΟΝ ΑΝΤΙΠΡΟΕΔΡΟΝ ΤΗΣ ΤΑΥΛΑΝΔΗΣ [409, 375, 521, 434]
divider [401, 552, 529, 554]
divider [401, 722, 529, 724]
center-lower-right [973, 1263, 1419, 2122]
mid-left-article-body: Ὁ πρωθυπουργὸς θὰ συναντηθῇ σήμερον μετὰ τοῦ ἐκπροσώπου τῆς ἀριστερᾶς, ἐνῷ ὁ ὑφυπουργὸς Ἐμπορίου κ. Κανελλόπουλος ὑπέβαλε τὴν παραίτησίν του. Ἡ Ε.Δ.Α. ἐξέδωσεν ἀνακοίνωσιν διαμαρτυρίας διὰ τὴν ἀπαγόρευσιν τῆς προγραμματισθείσης συγκεντρώσεως εἰς τὰς Ἀθήνας, τονίζουσα ὅτι ἡ ἀπόφασις τῆς κυβερνήσεως στρέφεται κατὰ τῶν δημοκρατικῶν ἐλευθεριῶν. Ἡ κυβέρνησις ἀπαντῶσα δηλοῖ ὅτι ἐλήφθη πρὸς διατήρησιν τῆς δημοσίας τάξεως. [2, 773, 127, 950]
center-article-body-4: Ὁ πρόεδρος τῆς Γαλλικῆς Δημοκρατίας, στρατηγὸς Ντὲ Γκὼλ ἔφθασε σήμερον εἰς Βόννην, ὅπου ἐγένετο δεκτὸς ὑπὸ τοῦ καγκελλαρίου Ἀντενάουερ. Αἱ συνομιλίαι τῶν δύο ἡγετῶν διεξήχθησαν ἐντὸς ψυχροῦ κλίματος. Κατὰ τὰς πληροφορίας, ἀμφότεροι διεφώνησαν ἐπὶ τοῦ θέματος τῆς κοινῆς ἀγροτικῆς πολιτικῆς, ἐπὶ τῆς εἰσόδου τῆς Ἀγγλίας εἰς τὴν Κοινὴν Ἀγορὰν καὶ ἐπὶ τῆς δημιουργίας ἀνεξαρτήτου Εὐρώπης. Ὁ Γάλλος πρόεδρος διέσχισε τὴν πόλιν ἐν μέσῳ ἀραιῶν πλήθους, χωρὶς ἐκδηλώσεις ἐνθουσιασμοῦ. [758, 248, 1196, 482]
right-headline-4: ΕΙΣ 50 ΛΗΝΙΣΤΑΣ Ο ΗΓΕΤΗΣ ΤΟΥ ΚΑΤΑΠΕΣΟΝΤΟΣ ΕΙΣ ΧΑΡΑΔΡΑΝ ΛΕΩΦΟΡΕΙΟΥ [1430, 723, 1563, 758]
right-headline-3: ΕΠΙΤΡΟΠΗ ΕΙΣ ΤΟΥΣ ΠΕΡΟΝΙΣΑΣ ΝΑ ΜΕΤΑΣΧΟΥΝ ΤΩΝ ΕΚΛΟΓΩΝ [1427, 476, 1566, 512]
top-left-subheadline-1: Δὲν διαμαρτύρονται κατ' αὐτῶν ὡς ἀτόμων [24, 125, 371, 166]
divider [1425, 220, 1568, 222]
bottom-left-article-body-5: ΑΘΗΝΑΙ, 4.— Μὲ τὴν εὐρυτέραν συμμετοχὴν νομικῶν ἐκ πολλῶν χωρῶν συνεχίζονται αἱ ἐργασίαι τοῦ Διεθνοῦς Συνεδρίου τῶν Νομικῶν. Θερμὰ μηνύματα πρὸς τοὺς συνέδρους ἀπέστειλαν ὁ πρόεδρος Κέννεντυ καὶ ἄλλοι ἀρχηγοὶ κρατῶν. Εἰς τὰς συνεδριάσεις ὡμίλησαν διακεκριμένοι Ἕλληνες νομικοί, οἱ ὁποῖοι ἀνέπτυξαν τὰ θέματα τῆς διεθνοῦς δικαιοσύνης καὶ τῆς προστασίας τῶν ἀνθρωπίνων δικαιωμάτων. [135, 1766, 261, 1923]
kennedy-article [536, 1014, 1417, 1249]
center-section [534, 0, 1419, 2348]
right-kicker: ΠΙΘΑΝΟΝ ΝΑ ΕΙΝΑΙ ΕΦΕΤΟΣ ΜΕΓΑΛΥΤΕΡΑ ΤΗΣ ΠΕΡΥΣΙΝΗΣ [1439, 57, 1554, 75]
col3-kicker-3: ΑΙ ΖΗΜΙΑΙ ΑΝΕΡΧΟΝΤΑΙ ΕΙΣ 4.000.000 ΔΡΑΧΜΩΝ [413, 195, 517, 214]
roles-headline-2: ΜΝΗΜΕΙΟΝ ΘΑ ΑΝΕΓΕΡΘΗ ΕΙΣ ΤΟ ΝΤΑΧΑΟΥ ΜΕ ΤΟ ΠΡΟΪΟΝ ΠΑΓΚΟΣΜΙΟΥ ΕΡΑΝΟΥ ΠΡΟΣ ΣΥΓΚΕΝΤΡΩΣΙΝ 400.000 ΔΟΛΛΑΡΙΩΝ [988, 1447, 1404, 1479]
center-headline-2: ΕΧΟΥΝ ΕΝΤΕΛΩΣ ΔΙΑΦΟΡΕΤΙΚΑΣ ΑΠΟΨΕΙΣ: [733, 123, 1220, 151]
divider [973, 1644, 1419, 1646]
top-left-headline-2: ΜΟΛΙΣ ΦΘΑΣΟΥΝ ΘΑ ΕΥΡΙΣΚΩΝΤΑΙ ΣΥΝΕΧΩΣ ΕΝΩΠΙΟΝ ΑΤΟΜΩΝ ΡΙΠΤΟΝΤΩΝ ΣΥΝΘΗΜΑΤΑ [11, 205, 385, 244]
center-article-body-6: Ὁ πρόεδρος τῆς Γαλλικῆς Δημοκρατίας, στρατηγὸς Ντὲ Γκὼλ ἔφθασε σήμερον εἰς Βόννην, ὅπου ἐγένετο δεκτὸς ὑπὸ τοῦ καγκελλαρίου Ἀντενάουερ. Αἱ συνομιλίαι τῶν δύο ἡγετῶν διεξήχθησαν ἐντὸς ψυχροῦ κλίματος. Κατὰ τὰς πληροφορίας, ἀμφότεροι διεφώνησαν ἐπὶ τοῦ θέματος τῆς κοινῆς ἀγροτικῆς πολιτικῆς, ἐπὶ τῆς εἰσόδου τῆς Ἀγγλίας εἰς τὴν Κοινὴν Ἀγορὰν καὶ ἐπὶ τῆς δημιουργίας ἀνεξαρτήτου Εὐρώπης. Ὁ Γάλλος πρόεδρος διέσχισε τὴν πόλιν ἐν μέσῳ ἀραιῶν πλήθους, χωρὶς ἐκδηλώσεις ἐνθουσιασμοῦ. [980, 248, 1417, 487]
kennedy-article-body-2: Ὁ πρόεδρος Κέννεντυ ἀπέρριψε σήμερον τὴν πρότασιν τοῦ σοβιετικοῦ πρωθυπουργοῦ Κρούστσεφ διὰ τὴν σύναψιν συνθήκης μὴ ἐπιθέσεως μεταξὺ τοῦ ΝΑΤΟ καὶ τοῦ Συμφώνου τῆς Βαρσοβίας, ὑπὸ τὸν ὅρον τῆς ἀπαγορεύσεως τῶν ἀτομικῶν δοκιμῶν. Ὁ πρόεδρος συνεκάλεσε ἀλλεπαλλήλους συσκέψεις μετὰ τῶν ὑπουργῶν Ἐξωτερικῶν καὶ Ἀμύνης. [699, 1014, 973, 1094]
center-article-body-8: Ὁ πρόεδρος τῆς Γαλλικῆς Δημοκρατίας, στρατηγὸς Ντὲ Γκὼλ ἔφθασε σήμερον εἰς Βόννην, ὅπου ἐγένετο δεκτὸς ὑπὸ τοῦ καγκελλαρίου Ἀντενάουερ. Αἱ συνομιλίαι τῶν δύο ἡγετῶν διεξήχθησαν ἐντὸς ψυχροῦ κλίματος. Κατὰ τὰς πληροφορίας, ἀμφότεροι διεφώνησαν ἐπὶ τοῦ θέματος τῆς κοινῆς ἀγροτικῆς πολιτικῆς, ἐπὶ τῆς εἰσόδου τῆς Ἀγγλίας εἰς τὴν Κοινὴν Ἀγορὰν καὶ ἐπὶ τῆς δημιουργίας ἀνεξαρτήτου Εὐρώπης. Ὁ Γάλλος πρόεδρος διέσχισε τὴν πόλιν ἐν μέσῳ ἀραιῶν πλήθους, χωρὶς ἐκδηλώσεις ἐνθουσιασμοῦ. [1202, 366, 1417, 483]
kennedy-subheadline-1: Ἀλλεπάλληλοι συσκέψεις εἰς τὸν Λευκὸν Οἶκον [938, 960, 1409, 988]
mid-left-article-body-5: Ὁ πρωθυπουργὸς θὰ συναντηθῇ σήμερον μετὰ τοῦ ἐκπροσώπου τῆς ἀριστερᾶς, ἐνῷ ὁ ὑφυπουργὸς Ἐμπορίου κ. Κανελλόπουλος ὑπέβαλε τὴν παραίτησίν του. Ἡ Ε.Δ.Α. ἐξέδωσεν ἀνακοίνωσιν διαμαρτυρίας διὰ τὴν ἀπαγόρευσιν τῆς προγραμματισθείσης συγκεντρώσεως εἰς τὰς Ἀθήνας, τονίζουσα ὅτι ἡ ἀπόφασις τῆς κυβερνήσεως στρέφεται κατὰ τῶν δημοκρατικῶν ἐλευθεριῶν. Ἡ κυβέρνησις ἀπαντῶσα δηλοῖ ὅτι ἐλήφθη πρὸς διατήρησιν τῆς δημοσίας τάξεως. [135, 755, 394, 1203]
center-subhead-a: Η ΣΥΝΕΡΓΑΣΙΑ [834, 248, 898, 259]
bottom-left-article-body-3: ΑΘΗΝΑΙ, 4.— Μὲ τὴν εὐρυτέραν συμμετοχὴν νομικῶν ἐκ πολλῶν χωρῶν συνεχίζονται αἱ ἐργασίαι τοῦ Διεθνοῦς Συνεδρίου τῶν Νομικῶν. Θερμὰ μηνύματα πρὸς τοὺς συνέδρους ἀπέστειλαν ὁ πρόεδρος Κέννεντυ καὶ ἄλλοι ἀρχηγοὶ κρατῶν. Εἰς τὰς συνεδριάσεις ὡμίλησαν διακεκριμένοι Ἕλληνες νομικοί, οἱ ὁποῖοι ἀνέπτυξαν τὰ θέματα τῆς διεθνοῦς δικαιοσύνης καὶ τῆς προστασίας τῶν ἀνθρωπίνων δικαιωμάτων. [2, 1523, 261, 1993]
right-headline-8: ΤΟ ΤΑΞΙΔΙΟΝ ΤΟΥ ΚΕΝΝΕΝΤΥ ΔΕΝ ΕΙΧΕΝ ΑΠΟΤΕΛΕΣΜΑ ΚΑΤΑ ΤΟΥΣ ΡΩΣΣΟΥΣ [1432, 1725, 1561, 1772]
right-article-5: ΑΘΗΝΑΙ, 4.— Ὁ Ἀμερικανὸς ἀξιωματοῦχος κ. Λαμπουΐς ἐδήλωσεν ὅτι αἱ Ἡνωμέναι Πολιτεῖαι θὰ συνεχίσουν τὴν βοήθειαν πρὸς τὴν Ἑλλάδα, ἡ ὁποία πιθανὸν νὰ εἶναι μεγαλυτέρα τῆς περυσινῆς. [1427, 960, 1566, 1029]
kennedy-headline: Ο ΚΕΝΝΕΝΤΥ ΑΠΟΚΡΟΥΕΙ ΤΗΝ ΠΡΟΤΑΣΙΝ ΚΡΟΥΣΤΣΕΦ ΠΕΡΙ ΑΠΑΓΟΡΕΥΣΕΩΣ ΤΩΝ ΑΤΟΜΙΚΩΝ ΔΟΚΙΜΩΝ ΚΑΙ ΣΥΝΘΗΚΗΣ ΤΟΥ ΝΑΤΟ ΚΑΙ ΣΥΜΦΩΝΟΥ ΒΑΡΣΟΒΙΑΣ [573, 868, 1380, 954]
col3-article-4: ΡΟΔΟΣ, 4.— Τὸ μεσονύκτιον τῆς Τετάρτης πρὸς τὴν Πέμπτην ἐξερράγη πυρκαϊὰ εἰς ἓν τῶν κτιρίων τοῦ ραδιοσταθμοῦ «Φωνὴ τῆς Ἀμερικῆς». Αἱ ζημίαι ἀνέρχονται εἰς 4.000.000 δραχμῶν. [403, 608, 527, 686]
col3-article-3: ΤΟΚΙΟ, 4. (Ρώυτερ).— 8.000 περίπου ἀριστεροὶ διαδηλωταὶ συνεκεντρώθησαν σήμερον πρὸ τοῦ ὑπουργείου Ἐξωτερικῶν, διαμαρτυρόμενοι διὰ τὴν ἐπικειμένην ἐπίσκεψιν ἀμερικανικῶν ἀτομικῶν ὑποβρυχίων. Ἡ ἀστυνομία ἐπενέβη διὰ νὰ διαλύσῃ τοὺς διαδηλωτάς. [403, 437, 527, 535]
divider [401, 1051, 529, 1052]
center-article-body-2: Ὁ πρόεδρος τῆς Γαλλικῆς Δημοκρατίας, στρατηγὸς Ντὲ Γκὼλ ἔφθασε σήμερον εἰς Βόννην, ὅπου ἐγένετο δεκτὸς ὑπὸ τοῦ καγκελλαρίου Ἀντενάουερ. Αἱ συνομιλίαι τῶν δύο ἡγετῶν διεξήχθησαν ἐντὸς ψυχροῦ κλίματος. Κατὰ τὰς πληροφορίας, ἀμφότεροι διεφώνησαν ἐπὶ τοῦ θέματος τῆς κοινῆς ἀγροτικῆς πολιτικῆς, ἐπὶ τῆς εἰσόδου τῆς Ἀγγλίας εἰς τὴν Κοινὴν Ἀγορὰν καὶ ἐπὶ τῆς δημιουργίας ἀνεξαρτήτου Εὐρώπης. Ὁ Γάλλος πρόεδρος διέσχισε τὴν πόλιν ἐν μέσῳ ἀραιῶν πλήθους, χωρὶς ἐκδηλώσεις ἐνθουσιασμοῦ. [536, 347, 751, 465]
top-left-headline: ΠΕΝΤΕ ΑΓΓΛΙΚΑΙ ΑΡΙΣΤΕΡΑΙ ΟΡΓΑΝΩΣΕΙΣ ΕΤΟΙΜΑΖΟΥΝ ΔΙΑΔΗΛΩΣΕΙΣ ΔΙΑΜΑΡΤΥΡΙΑΣ ΕΝΑΝΤΙΟΝ ΤΩΝ ΒΑΣΙΛΕΩΝ ΕΙΣ ΤΟ ΛΟΝΔΙΝΟΝ [18, 3, 378, 123]
mid-left-article-body-4: Ὁ πρωθυπουργὸς θὰ συναντηθῇ σήμερον μετὰ τοῦ ἐκπροσώπου τῆς ἀριστερᾶς, ἐνῷ ὁ ὑφυπουργὸς Ἐμπορίου κ. Κανελλόπουλος ὑπέβαλε τὴν παραίτησίν του. Ἡ Ε.Δ.Α. ἐξέδωσεν ἀνακοίνωσιν διαμαρτυρίας διὰ τὴν ἀπαγόρευσιν τῆς προγραμματισθείσης συγκεντρώσεως εἰς τὰς Ἀθήνας, τονίζουσα ὅτι ἡ ἀπόφασις τῆς κυβερνήσεως στρέφεται κατὰ τῶν δημοκρατικῶν ἐλευθεριῶν. Ἡ κυβέρνησις ἀπαντῶσα δηλοῖ ὅτι ἐλήφθη πρὸς διατήρησιν τῆς δημοσίας τάξεως. [135, 901, 261, 1077]
roles-article-3: ΒΡΥΞΕΛΛΑΙ, 4. (Ρώυτερ).— Ἡ Διεθνὴς Ἐπιτροπὴ τοῦ Νταχάου ἀπεφάσισε τὴν ἀνέγερσιν μνημείου εἰς τὸ πρώην στρατόπεδον συγκεντρώσεως. Διὰ τὸν σκοπὸν τοῦτον θὰ διεξαχθῇ παγκόσμιος ἔρανος πρὸς συγκέντρωσιν 400.000 δολλαρίων. [975, 1685, 1417, 1714]
center-lower-body: Ὁ πρόεδρος Κέννεντυ ἀπέρριψε σήμερον τὴν πρότασιν τοῦ σοβιετικοῦ πρωθυπουργοῦ Κρούστσεφ διὰ τὴν σύναψιν συνθήκης μὴ ἐπιθέσεως μεταξὺ τοῦ ΝΑΤΟ καὶ τοῦ Συμφώνου τῆς Βαρσοβίας, ὑπὸ τὸν ὅρον τῆς ἀπαγορεύσεως τῶν ἀτομικῶν δοκιμῶν. Ὁ πρόεδρος συνεκάλεσε ἀλλεπαλλήλους συσκέψεις μετὰ τῶν ὑπουργῶν Ἐξωτερικῶν καὶ Ἀμύνης. [536, 1266, 746, 1335]
col3-headline: ΑΝΤΙΑΜΕΡΙΚΑΝΙΚΑΙ ΔΙΑΔΗΛΩΣΕΙΣ ΕΙΣ ΤΗΝ ΙΑΠΩΝΙΑΝ [411, 3, 519, 38]
col3-article-5: ΤΟΚΙΟ, 4. (Ρώυτερ).— 8.000 περίπου ἀριστεροὶ διαδηλωταὶ συνεκεντρώθησαν σήμερον πρὸ τοῦ ὑπουργείου Ἐξωτερικῶν, διαμαρτυρόμενοι διὰ τὴν ἐπικειμένην ἐπίσκεψιν ἀμερικανικῶν ἀτομικῶν ὑποβρυχίων. Ἡ ἀστυνομία ἐπενέβη διὰ νὰ διαλύσῃ τοὺς διαδηλωτάς. [403, 790, 527, 888]
kennedy-subheadline-2: μετὰ τῶν ὑπουργῶν καὶ ἄλλων συμβούλων του [954, 992, 1409, 1012]
divider [1425, 1719, 1568, 1721]
divider [973, 1837, 1419, 1839]
center-article-body-5: Ὁ πρόεδρος τῆς Γαλλικῆς Δημοκρατίας, στρατηγὸς Ντὲ Γκὼλ ἔφθασε σήμερον εἰς Βόννην, ὅπου ἐγένετο δεκτὸς ὑπὸ τοῦ καγκελλαρίου Ἀντενάουερ. Αἱ συνομιλίαι τῶν δύο ἡγετῶν διεξήχθησαν ἐντὸς ψυχροῦ κλίματος. Κατὰ τὰς πληροφορίας, ἀμφότεροι διεφώνησαν ἐπὶ τοῦ θέματος τῆς κοινῆς ἀγροτικῆς πολιτικῆς, ἐπὶ τῆς εἰσόδου τῆς Ἀγγλίας εἰς τὴν Κοινὴν Ἀγορὰν καὶ ἐπὶ τῆς δημιουργίας ἀνεξαρτήτου Εὐρώπης. Ὁ Γάλλος πρόεδρος διέσχισε τὴν πόλιν ἐν μέσῳ ἀραιῶν πλήθους, χωρὶς ἐκδηλώσεις ἐνθουσιασμοῦ. [980, 268, 1196, 375]
center-byline: ΤΕΡΕΝΣ ΠΡΕΝΤΕΡΓΚΑΣΤ [811, 374, 919, 385]
col3-article-8: ΡΟΔΟΣ, 4.— Τὸ μεσονύκτιον τῆς Τετάρτης πρὸς τὴν Πέμπτην ἐξερράγη πυρκαϊὰ εἰς ἓν τῶν κτιρίων τοῦ ραδιοσταθμοῦ «Φωνὴ τῆς Ἀμερικῆς». Αἱ ζημίαι ἀνέρχονται εἰς 4.000.000 δραχμῶν. [403, 1634, 527, 1712]
col3-headline-2: ΑΠΕΣΤΕΡΗΘΗ ΚΤΙΡΙΟΝ ΤΟΥ ΕΙΣ ΡΟΔΟΝ ΡΑΔΙΟΣΤΑΘΜΟΥ «ΦΩΝΗ ΤΗΣ ΑΜΕΡΙΚΗΣ» [405, 145, 525, 192]
center-headline: Διεφώνησαν ἐπὶ οὐσιωδῶν θεμάτων οἱ κ. κ. Ντὲ Γκὼλ καὶ Ἀντενάουερ κατὰ τὰς εἰς Βόννην συνομιλίας των [557, 8, 1396, 117]
right-article-4: ΑΘΗΝΑΙ, 4.— Ὁ Ἀμερικανὸς ἀξιωματοῦχος κ. Λαμπουΐς ἐδήλωσεν ὅτι αἱ Ἡνωμέναι Πολιτεῖαι θὰ συνεχίσουν τὴν βοήθειαν πρὸς τὴν Ἑλλάδα, ἡ ὁποία πιθανὸν νὰ εἶναι μεγαλυτέρα τῆς περυσινῆς. [1427, 762, 1566, 831]
top-left-subhead-b: ΠΟΙΑΙ ΑΙ ΟΡΓΑΝΩΣΕΙΣ [251, 286, 345, 297]
divider [401, 1905, 529, 1907]
center-agenda: 1ον Ἐπὶ τοῦ καθορισμοῦ κοινῆς ἀγροτικῆς πολιτικῆς ὑπὸ τῶν χωρῶν τῆς Ε.Κ.Α. 2ον Ἐπὶ τῆς εἰσόδου τῆς Ἀγγλίας εἰς τὴν Εὐρωπαϊκὴν Κοινότητα.— 3ον Ἐπὶ τῆς δημιουργίας ἀνεξαρτήτου Εὐρώπης.— [545, 153, 1408, 219]
top-left-article-body: Ὁ Ἕλλην πρωθυπουργὸς κ. Παπανδρέου ἀνεκοίνωσεν, ὅτι θὰ συνοδεύσῃ τοὺς Βασιλεῖς κατὰ τὴν ἐπίσκεψίν των εἰς τὸ Λονδῖνον. Συγχρόνως πληροφορίαι προερχόμεναι ἐκ τῆς Βρεττανικῆς πρωτευούσης ἀναφέρουν ὅτι πέντε ἀριστεραὶ ὀργανώσεις ἑτοιμάζουν διαδηλώσεις διαμαρτυρίας κατὰ τὴν διάρκειαν τῆς ἐπισκέψεως. Αἱ ὀργανώσεις αὗται διευκρινίζουν ὅτι δὲν διαμαρτύρονται κατὰ τῶν Βασιλέων ὡς ἀτόμων, ἀλλὰ διὰ τὴν πολιτικὴν τῆς κυβερνήσεως. Ὅπως ἀνεκοίνωσαν, μέλη των θὰ εὑρίσκωνται συνεχῶς εἰς τὰ σημεῖα ἀπὸ τὰ ὁποῖα θὰ διέρχωνται οἱ ἐπίσημοι ἐπισκέπται. [2, 287, 194, 434]
roles-article: ΑΘΗΝΑΙ, 4.— Εἰς νοσοκομεῖον μετεφέρθησαν χθὲς ἐν ἀφασίᾳ μία ὑπηρέτρια καὶ ὁ ἐραστής της, οἱ ὁποῖοι εἶχον λάβει ποσότητα δραστικοῦ δηλητηρίου. Ἡ νεαρὰ ὑπηρέτρια ἐξέπνευσεν ἀργότερον, ἐνῷ ὁ σύντροφός της νοσηλεύεται εἰς σοβαρὰν κατάστασιν. [975, 1317, 1417, 1346]
right-article-8: ΑΘΗΝΑΙ, 4.— Ὁ Ἀμερικανὸς ἀξιωματοῦχος κ. Λαμπουΐς ἐδήλωσεν ὅτι αἱ Ἡνωμέναι Πολιτεῖαι θὰ συνεχίσουν τὴν βοήθειαν πρὸς τὴν Ἑλλάδα, ἡ ὁποία πιθανὸν νὰ εἶναι μεγαλυτέρα τῆς περυσινῆς. [1427, 1775, 1566, 1843]
bottom-left-subhead-a: ΕΛΛΗΝΕΣ ΟΜΙΛΗΤΑΙ [21, 1684, 109, 1694]
center-article [536, 248, 1417, 856]
divider [1425, 469, 1568, 471]
bottom-left-subhead-b: ΣΥΝΤΟΝΙΣΜΟΣ ΤΩΝ ΔΡΑΣΕΩΝ [22, 1859, 108, 1881]
divider [401, 139, 529, 141]
center-dateline: ΒΟΝΝΗ, 4. (Ρώυτερ).— [536, 248, 642, 259]
mid-left-article-body-3: Ὁ πρωθυπουργὸς θὰ συναντηθῇ σήμερον μετὰ τοῦ ἐκπροσώπου τῆς ἀριστερᾶς, ἐνῷ ὁ ὑφυπουργὸς Ἐμπορίου κ. Κανελλόπουλος ὑπέβαλε τὴν παραίτησίν του. Ἡ Ε.Δ.Α. ἐξέδωσεν ἀνακοίνωσιν διαμαρτυρίας διὰ τὴν ἀπαγόρευσιν τῆς προγραμματισθείσης συγκεντρώσεως εἰς τὰς Ἀθήνας, τονίζουσα ὅτι ἡ ἀπόφασις τῆς κυβερνήσεως στρέφεται κατὰ τῶν δημοκρατικῶν ἐλευθεριῶν. Ἡ κυβέρνησις ἀπαντῶσα δηλοῖ ὅτι ἐλήφθη πρὸς διατήρησιν τῆς δημοσίας τάξεως. [2, 755, 261, 1212]
